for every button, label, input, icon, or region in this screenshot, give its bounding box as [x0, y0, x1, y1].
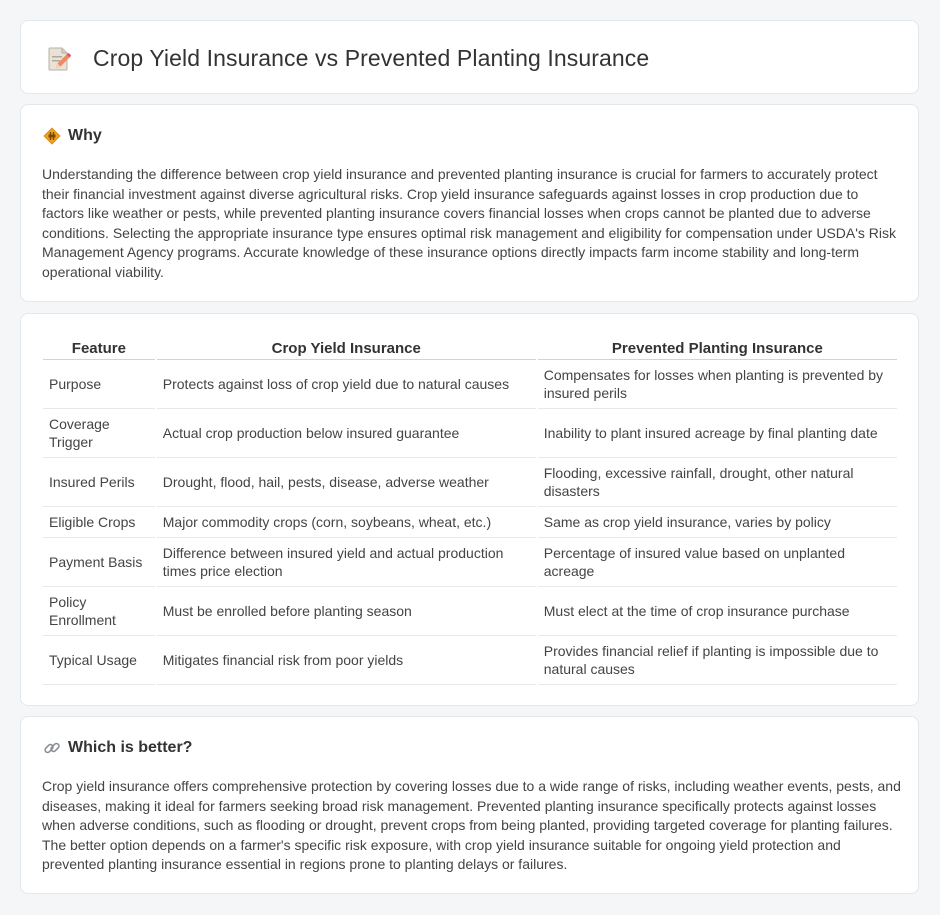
table-row [43, 507, 897, 538]
page-title: Crop Yield Insurance vs Prevented Planting Insurance [93, 45, 650, 71]
row-crop-yield: Actual crop production below insured guarantee [157, 409, 536, 458]
comparison-card [20, 313, 919, 706]
row-prevented-planting: Flooding, excessive rainfall, drought, other natural disasters [538, 458, 897, 507]
better-heading: Which is better? [68, 739, 193, 756]
table-row [43, 587, 897, 636]
link-icon [43, 739, 61, 757]
which-better-section [20, 716, 919, 894]
row-prevented-planting: Percentage of insured value based on unplanted acreage [538, 538, 897, 587]
row-crop-yield: Protects against loss of crop yield due to natural causes [157, 360, 536, 409]
table-row [43, 636, 897, 685]
row-crop-yield: Major commodity crops (corn, soybeans, wheat, etc.) [157, 507, 536, 538]
row-crop-yield: Must be enrolled before planting season [157, 587, 536, 636]
row-crop-yield: Difference between insured yield and actual production times price election [157, 538, 536, 587]
why-section [20, 104, 919, 302]
row-feature: Coverage Trigger [43, 409, 155, 458]
row-prevented-planting: Provides financial relief if planting is impossible due to natural causes [538, 636, 897, 685]
row-crop-yield: Mitigates financial risk from poor yields [157, 636, 536, 685]
better-text: Crop yield insurance offers comprehensive protection by covering losses due to a wide range of risks, including weather events, pests, and diseases, making it ideal for farmers seeking broad risk management. Prevented planting insurance specifically protects against losses when adverse conditions, such as flooding or drought, prevent crops from being planted, providing targeted coverage for planting failures. The better option depends on a farmer's specific risk exposure, with crop yield insurance suitable for ongoing yield protection and prevented planting insurance essential in regions prone to planting delays or failures. [42, 778, 901, 873]
row-feature: Payment Basis [43, 538, 155, 587]
title-row [47, 45, 649, 72]
table-row [43, 409, 897, 458]
header-prevented-planting: Prevented Planting Insurance [538, 337, 897, 360]
row-prevented-planting: Same as crop yield insurance, varies by policy [538, 507, 897, 538]
diamond-sign-icon [43, 127, 61, 145]
comparison-table [41, 337, 899, 685]
table-header-row [43, 337, 897, 360]
document-pencil-icon [47, 46, 71, 72]
table-row [43, 360, 897, 409]
why-heading: Why [68, 127, 102, 144]
table-row [43, 458, 897, 507]
row-prevented-planting: Inability to plant insured acreage by final planting date [538, 409, 897, 458]
why-heading-row [43, 127, 102, 145]
row-feature: Policy Enrollment [43, 587, 155, 636]
why-text: Understanding the difference between crop yield insurance and prevented planting insurance is crucial for farmers to accurately protect their financial investment against diverse agricultural risks. Crop yield insurance safeguards against losses in crop production due to factors like weather or pests, while prevented planting insurance covers financial losses when crops cannot be planted due to adverse conditions. Selecting the appropriate insurance type ensures optimal risk management and eligibility for compensation under USDA's Risk Management Agency programs. Accurate knowledge of these insurance options directly impacts farm income stability and long-term operational viability. [42, 166, 897, 280]
row-feature: Insured Perils [43, 458, 155, 507]
row-crop-yield: Drought, flood, hail, pests, disease, adverse weather [157, 458, 536, 507]
row-prevented-planting: Must elect at the time of crop insurance purchase [538, 587, 897, 636]
row-prevented-planting: Compensates for losses when planting is prevented by insured perils [538, 360, 897, 409]
header-feature: Feature [43, 337, 155, 360]
row-feature: Typical Usage [43, 636, 155, 685]
table-row [43, 538, 897, 587]
better-heading-row [43, 739, 192, 757]
header-crop-yield: Crop Yield Insurance [157, 337, 536, 360]
row-feature: Purpose [43, 360, 155, 409]
title-card [20, 20, 919, 94]
row-feature: Eligible Crops [43, 507, 155, 538]
